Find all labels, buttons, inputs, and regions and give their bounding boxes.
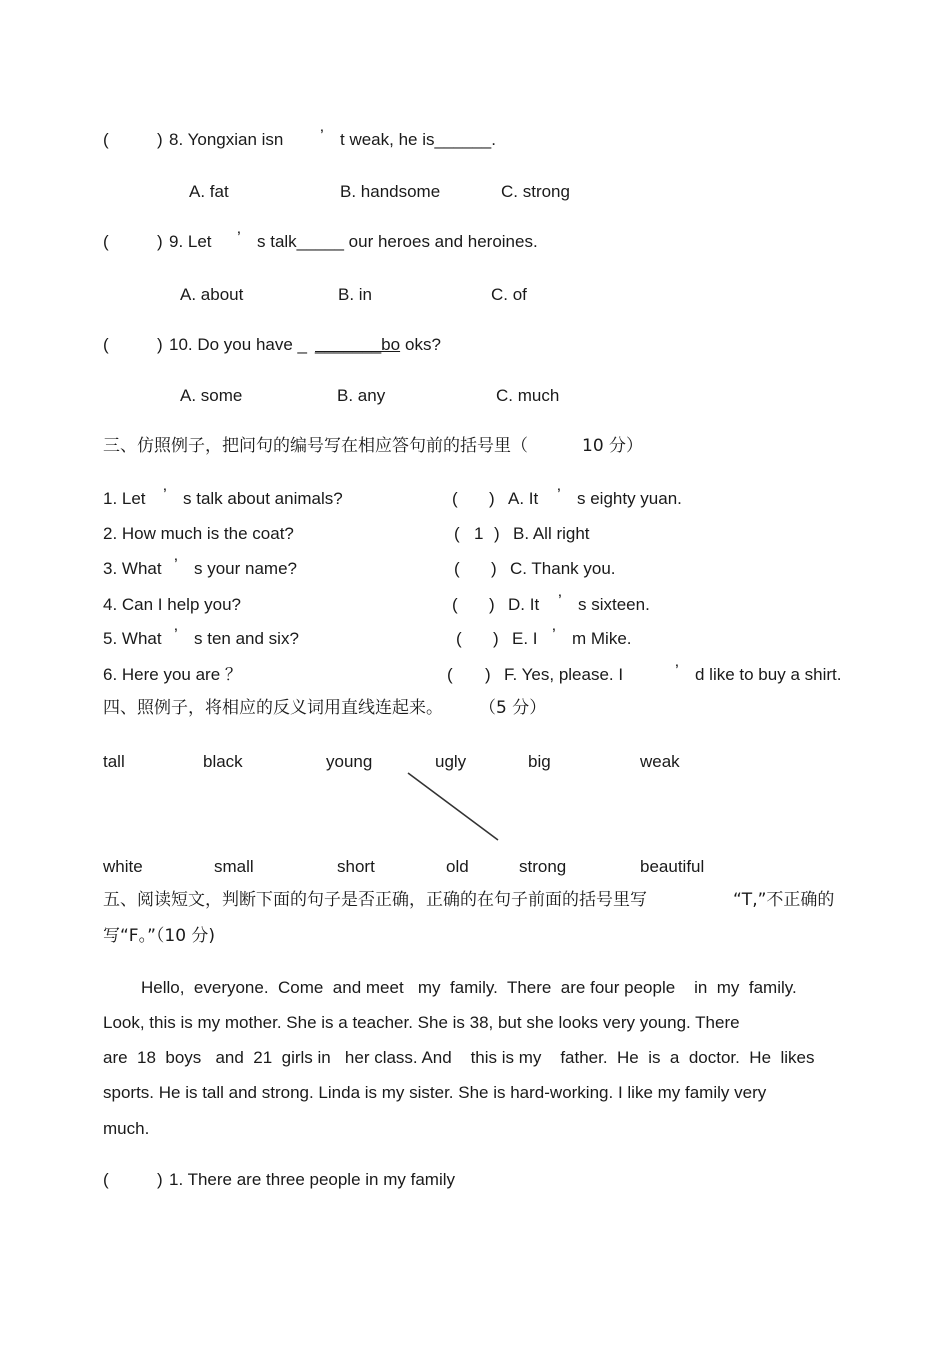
word-top-tall: tall bbox=[103, 752, 125, 771]
s5-q1-text: 1. There are three people in my family bbox=[169, 1170, 455, 1189]
q8-option-c: C. strong bbox=[501, 182, 570, 201]
s3-a2-a: B. All right bbox=[513, 524, 590, 543]
q8-paren-close: ) bbox=[157, 130, 163, 149]
q9-option-c: C. of bbox=[491, 285, 527, 304]
q10-text-b: oks? bbox=[405, 335, 441, 354]
word-bottom-short: short bbox=[337, 857, 375, 876]
q8-text-b: t weak, he is______. bbox=[340, 130, 496, 149]
q8-paren-open: ( bbox=[103, 130, 109, 149]
s3-a3-paren: ( bbox=[454, 559, 460, 578]
word-top-big: big bbox=[528, 752, 551, 771]
q8-option-a: A. fat bbox=[189, 182, 229, 201]
s3-q3-b: s your name? bbox=[194, 559, 297, 578]
s3-a4-close: ) bbox=[489, 595, 495, 614]
s3-a5-paren: ( bbox=[456, 629, 462, 648]
s3-a5-close: ) bbox=[493, 629, 499, 648]
s3-a6-close: ) bbox=[485, 665, 491, 684]
s3-a2-close: ) bbox=[494, 524, 500, 543]
s3-a4-apos: ’ bbox=[558, 591, 562, 610]
passage-line-4: sports. He is tall and strong. Linda is my sister. She is hard-working. I like my family very bbox=[103, 1083, 767, 1102]
section3-score: 10 分） bbox=[582, 436, 644, 456]
q10-option-a: A. some bbox=[180, 386, 243, 405]
s3-a5-apos: ’ bbox=[552, 625, 556, 644]
s3-a1-close: ) bbox=[489, 489, 495, 508]
s3-a6-apos: ’ bbox=[675, 661, 679, 680]
q10-paren-close: ) bbox=[157, 335, 163, 354]
s3-a1-paren: ( bbox=[452, 489, 458, 508]
q9-paren-close: ) bbox=[157, 232, 163, 251]
q9-option-a: A. about bbox=[180, 285, 244, 304]
passage-line-1: Hello, everyone. Come and meet my family. There are four people in my family. bbox=[141, 978, 797, 997]
q10-paren-open: ( bbox=[103, 335, 109, 354]
s3-a1-b: s eighty yuan. bbox=[577, 489, 682, 508]
word-top-young: young bbox=[326, 752, 373, 771]
s3-a5-a: E. I bbox=[512, 629, 538, 648]
word-top-ugly: ugly bbox=[435, 752, 467, 771]
s3-q2-a: 2. How much is the coat? bbox=[103, 524, 294, 543]
s3-a4-a: D. It bbox=[508, 595, 540, 614]
s3-q3-a: 3. What bbox=[103, 559, 162, 578]
s3-a6-paren: ( bbox=[447, 665, 453, 684]
s3-q3-apos: ’ bbox=[174, 555, 178, 574]
s3-a1-apos: ’ bbox=[557, 485, 561, 504]
q10-option-b: B. any bbox=[337, 386, 386, 405]
q10-text-a: 10. Do you have _ bbox=[169, 335, 307, 354]
q9-apostrophe: ’ bbox=[237, 228, 241, 247]
s3-q5-b: s ten and six? bbox=[194, 629, 299, 648]
q8-text-a: 8. Yongxian isn bbox=[169, 130, 284, 149]
s3-q1-apos: ’ bbox=[163, 485, 167, 504]
s3-q4-a: 4. Can I help you? bbox=[103, 595, 241, 614]
s3-q1-b: s talk about animals? bbox=[183, 489, 343, 508]
q9-paren-open: ( bbox=[103, 232, 109, 251]
s3-a3-a: C. Thank you. bbox=[510, 559, 616, 578]
q9-text-b: s talk_____ our heroes and heroines. bbox=[257, 232, 538, 251]
s3-a4-b: s sixteen. bbox=[578, 595, 650, 614]
s5-q1-paren: ( bbox=[103, 1170, 109, 1189]
section5-title-b: “T,”不正确的 bbox=[733, 890, 835, 910]
word-bottom-strong: strong bbox=[519, 857, 567, 876]
passage-line-5: much. bbox=[103, 1119, 150, 1138]
section3-title: 三、仿照例子，把问句的编号写在相应答句前的括号里（ bbox=[103, 436, 528, 456]
section5-title-a: 五、阅读短文，判断下面的句子是否正确，正确的在句子前面的括号里写 bbox=[103, 890, 647, 910]
q10-blank: _______bo bbox=[315, 335, 401, 354]
s3-q1-a: 1. Let bbox=[103, 489, 146, 508]
q8-apostrophe: ’ bbox=[320, 126, 324, 145]
s3-a2-paren: ( bbox=[454, 524, 460, 543]
passage-line-3: are 18 boys and 21 girls in her class. And this is my father. He is a doctor. He likes bbox=[103, 1048, 815, 1067]
s3-q6-a: 6. Here you are ？ bbox=[103, 665, 242, 684]
section4-title: 四、照例子，将相应的反义词用直线连起来。 bbox=[103, 698, 443, 718]
s3-a4-paren: ( bbox=[452, 595, 458, 614]
s3-q5-apos: ’ bbox=[174, 625, 178, 644]
s3-a1-a: A. It bbox=[508, 489, 539, 508]
word-top-black: black bbox=[203, 752, 243, 771]
s3-a6-b: d like to buy a shirt. bbox=[695, 665, 842, 684]
word-bottom-beautiful: beautiful bbox=[640, 857, 705, 876]
s3-a3-close: ) bbox=[491, 559, 497, 578]
s5-q1-close: ) bbox=[157, 1170, 163, 1189]
q10-option-c: C. much bbox=[496, 386, 560, 405]
s3-a2-fill: 1 bbox=[474, 524, 484, 543]
q8-option-b: B. handsome bbox=[340, 182, 441, 201]
word-bottom-small: small bbox=[214, 857, 254, 876]
s3-a6-a: F. Yes, please. I bbox=[504, 665, 624, 684]
s3-a5-b: m Mike. bbox=[572, 629, 632, 648]
word-bottom-white: white bbox=[103, 857, 143, 876]
q9-text-a: 9. Let bbox=[169, 232, 212, 251]
word-top-weak: weak bbox=[640, 752, 680, 771]
s3-q5-a: 5. What bbox=[103, 629, 162, 648]
section5-title-c: 写“F。”（10 分) bbox=[103, 926, 216, 946]
q9-option-b: B. in bbox=[338, 285, 373, 304]
example-line bbox=[408, 773, 498, 840]
passage-line-2: Look, this is my mother. She is a teacher. She is 38, but she looks very young. There bbox=[103, 1013, 740, 1032]
word-bottom-old: old bbox=[446, 857, 469, 876]
section4-score: （5 分） bbox=[479, 698, 547, 718]
